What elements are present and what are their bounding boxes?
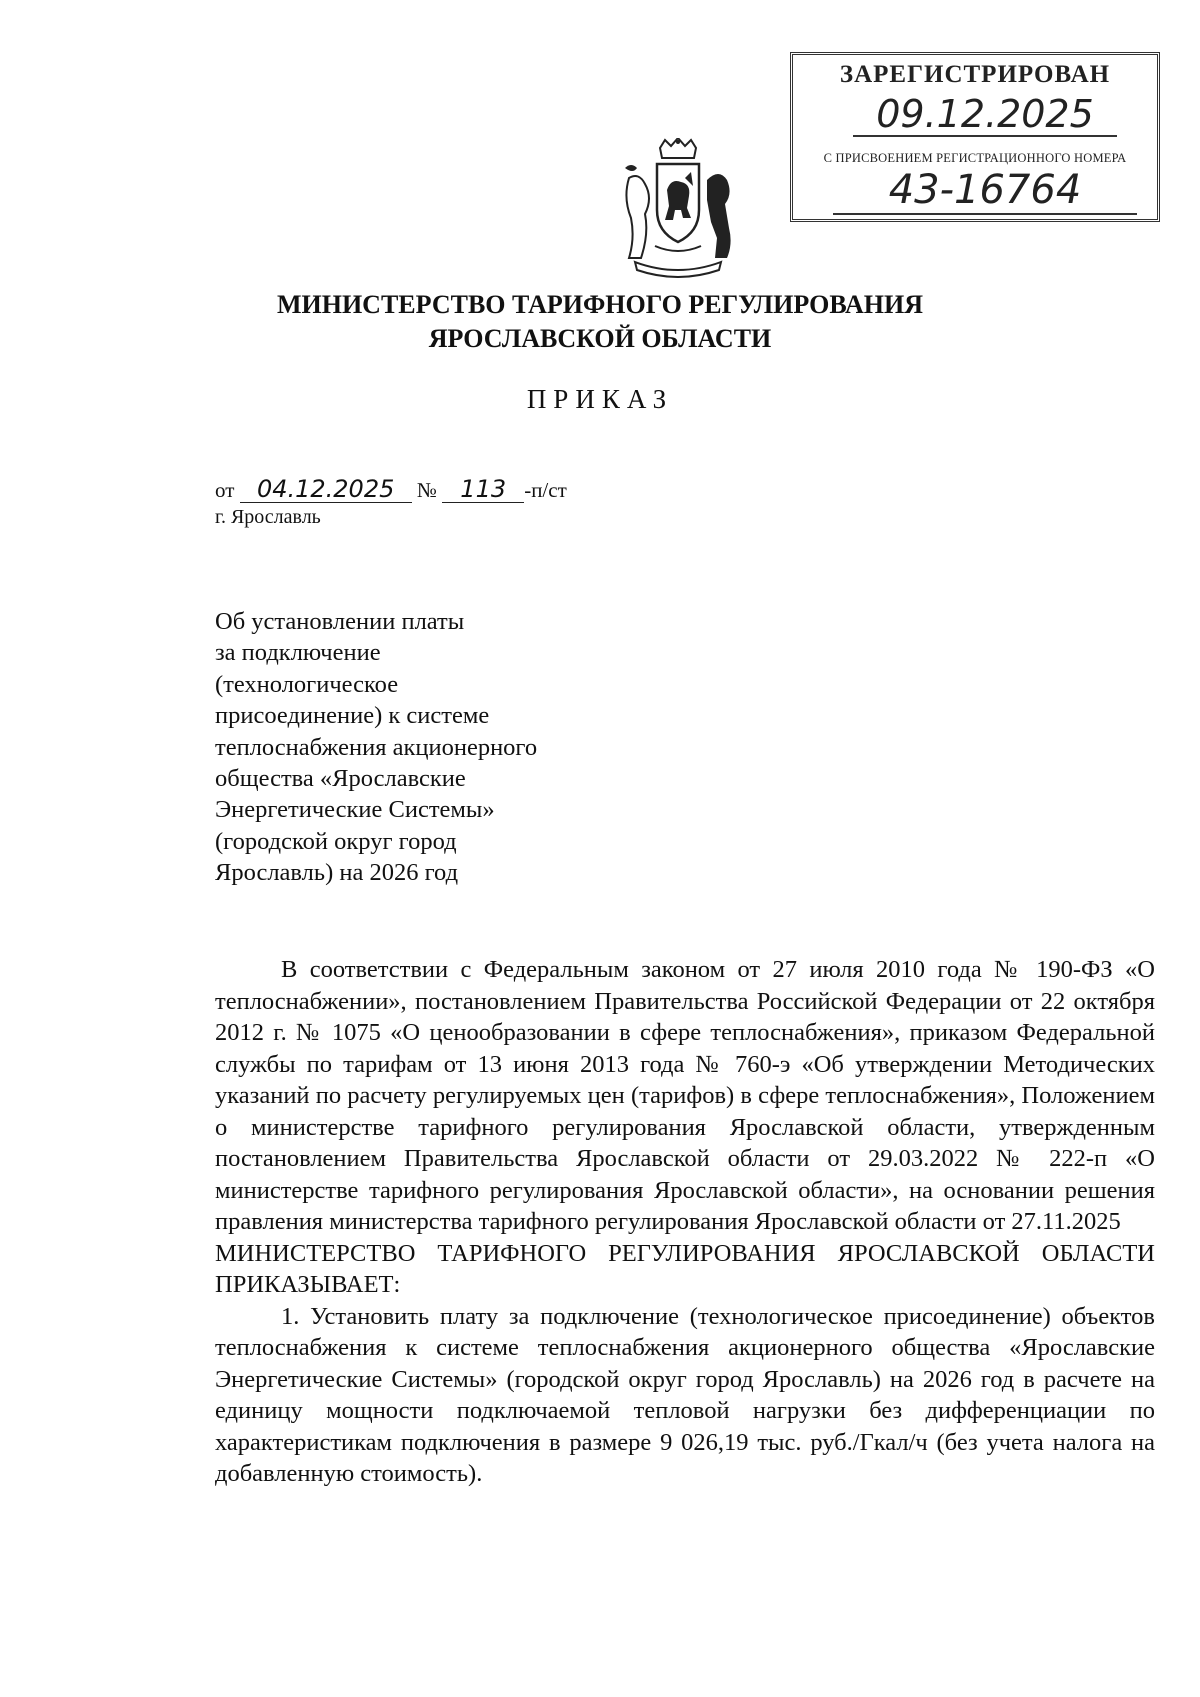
subject-line: Энергетические Системы» [215,796,495,824]
coat-of-arms-icon [615,138,741,278]
subject-line: Ярославль) на 2026 год [215,859,459,887]
ministry-name-line2: ЯРОСЛАВСКОЙ ОБЛАСТИ [428,324,772,353]
orders-heading: МИНИСТЕРСТВО ТАРИФНОГО РЕГУЛИРОВАНИЯ ЯРОСЛАВСКОЙ ОБЛАСТИ ПРИКАЗЫВАЕТ: [215,1239,1155,1298]
preamble-paragraph: В соответствии с Федеральным законом от 27 июля 2010 года № 190-ФЗ «О теплоснабжении», постановлением Правительства Российской Федерации от 22 октября 2012 г. № 1075 «О ценообразовании в сфере теплоснабжения», приказом Федеральной службы по тарифам от 13 июня 2013 года № 760-э «Об утверждении Методических указаний по расчету регулируемых цен (тарифов) в сфере теплоснабжения», Положением о министерстве тарифного регулирования Ярославской области, утвержденным постановлением Правительства Ярославской области от 29.03.2022 № 222-п «О министерстве тарифного регулирования Ярославской области», на основании решения правления министерства тарифного регулирования Ярославской области от 27.11.2025 [215,956,1155,1235]
number-prefix: № [416,478,437,502]
ministry-name-line1: МИНИСТЕРСТВО ТАРИФНОГО РЕГУЛИРОВАНИЯ [276,290,924,319]
order-body [215,954,1155,1490]
order-city: г. Ярославль [215,506,321,528]
order-date: 04.12.2025 [240,476,412,503]
stamp-handwritten-number: 43-16764 [833,167,1137,215]
number-suffix: -п/ст [524,478,567,502]
subject-line: за подключение [215,639,381,667]
order-number: 113 [442,476,524,503]
registration-stamp [790,52,1160,222]
stamp-handwritten-date: 09.12.2025 [853,93,1117,137]
subject-line: общества «Ярославские [215,765,466,793]
date-prefix: от [215,478,235,502]
subject-line: теплоснабжения акционерного [215,733,538,761]
document-type: ПРИКАЗ [526,384,674,414]
stamp-title: ЗАРЕГИСТРИРОВАН [839,61,1111,88]
subject-line: (технологическое [215,670,399,698]
order-subject [215,606,635,889]
order-item-1: 1. Установить плату за подключение (технологическое присоединение) объектов теплоснабжения к системе теплоснабжения акционерного общества «Ярославские Энергетические Системы» (городской округ город Ярославль) на 2026 год в расчете на единицу мощности подключаемой тепловой нагрузки без дифференциации по характеристикам подключения в размере 9 026,19 тыс. руб./Гкал/ч (без учета налога на добавленную стоимость). [215,1302,1155,1487]
ministry-name [0,288,1200,356]
stamp-caption: С ПРИСВОЕНИЕМ РЕГИСТРАЦИОННОГО НОМЕРА [823,151,1127,165]
subject-line: (городской округ город [215,827,457,855]
subject-line: присоединение) к системе [215,702,490,730]
order-dateline [215,476,567,503]
subject-line: Об установлении платы [215,608,465,635]
